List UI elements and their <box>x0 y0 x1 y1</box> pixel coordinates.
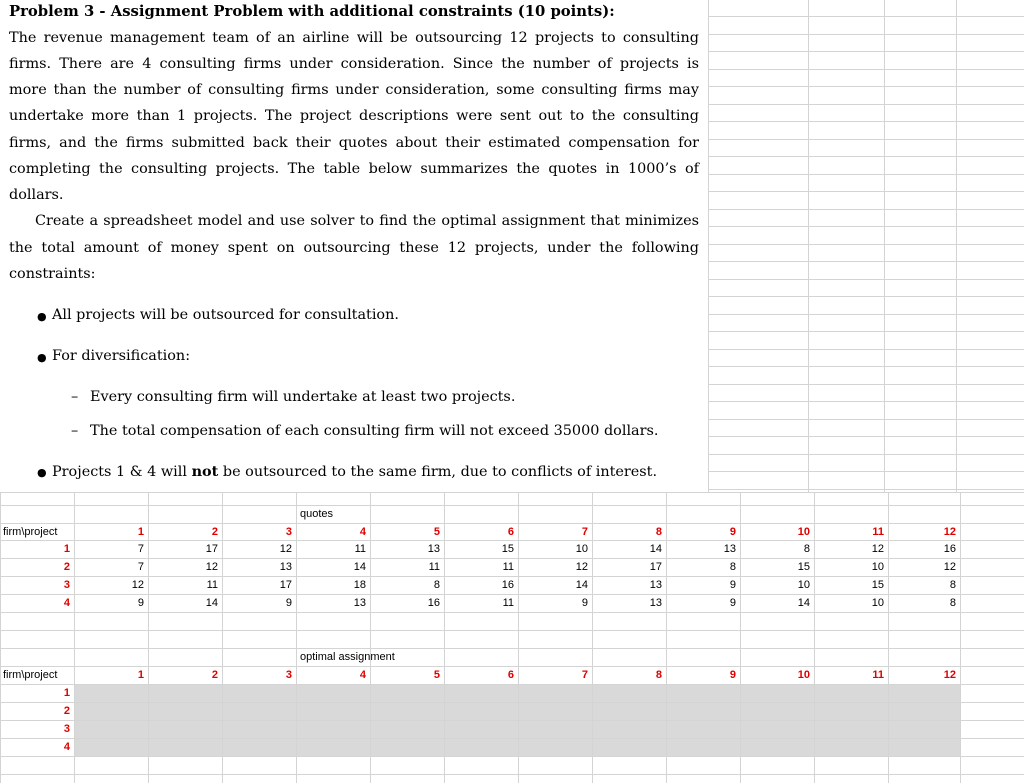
quotes-project-header[interactable]: 1 <box>137 525 144 538</box>
quote-cell[interactable]: 14 <box>353 561 366 573</box>
quote-cell[interactable]: 15 <box>501 543 514 555</box>
assignment-project-header[interactable]: 8 <box>655 669 662 681</box>
bullet-dot-icon: ● <box>37 310 47 323</box>
quote-cell[interactable]: 9 <box>137 597 144 609</box>
assignment-project-header[interactable]: 10 <box>797 669 810 681</box>
quote-cell[interactable]: 16 <box>427 597 440 609</box>
quote-cell[interactable]: 13 <box>279 561 292 573</box>
assignment-project-header[interactable]: 1 <box>137 669 144 681</box>
problem-title: Problem 3 - Assignment Problem with additional constraints (10 points): <box>9 3 615 20</box>
quote-cell[interactable]: 11 <box>502 597 514 609</box>
dash-icon: – <box>71 423 79 439</box>
assignment-project-header[interactable]: 2 <box>211 669 218 681</box>
quote-cell[interactable]: 13 <box>723 543 736 555</box>
quote-cell[interactable]: 17 <box>279 579 292 591</box>
quote-cell[interactable]: 9 <box>729 597 736 609</box>
quote-cell[interactable]: 12 <box>575 561 588 573</box>
quote-cell[interactable]: 10 <box>871 597 884 609</box>
quotes-project-header[interactable]: 12 <box>943 525 956 538</box>
quote-cell[interactable]: 12 <box>943 561 956 573</box>
quote-cell[interactable]: 9 <box>285 597 292 609</box>
quote-cell[interactable]: 15 <box>797 561 810 573</box>
quotes-corner-label[interactable]: firm\project <box>3 525 58 538</box>
quote-cell[interactable]: 14 <box>649 543 662 555</box>
quote-cell[interactable]: 10 <box>871 561 884 573</box>
quote-cell[interactable]: 8 <box>433 579 440 591</box>
quote-cell[interactable]: 14 <box>575 579 588 591</box>
assignment-project-header[interactable]: 11 <box>872 669 884 681</box>
quote-cell[interactable]: 14 <box>797 597 810 609</box>
quote-cell[interactable]: 17 <box>205 543 218 555</box>
quote-cell[interactable]: 12 <box>871 543 884 555</box>
quotes-project-header[interactable]: 4 <box>359 525 366 538</box>
bullet-2: For diversification: <box>52 348 191 364</box>
assignment-project-header[interactable]: 9 <box>729 669 736 681</box>
assignment-project-header[interactable]: 7 <box>581 669 588 681</box>
quote-cell[interactable]: 9 <box>581 597 588 609</box>
para1-line-6: completing the consulting projects. The table below summarizes the quotes in 1000’s of <box>9 161 699 177</box>
assignment-firm-header[interactable]: 2 <box>63 705 70 717</box>
bullet-dot-icon: ● <box>37 351 47 364</box>
quotes-project-header[interactable]: 10 <box>797 525 810 538</box>
spreadsheet[interactable] <box>0 492 1024 783</box>
quote-cell[interactable]: 7 <box>137 543 144 555</box>
quote-cell[interactable]: 11 <box>502 561 514 573</box>
assignment-project-header[interactable]: 3 <box>285 669 292 681</box>
para2-line-2: the total amount of money spent on outsourcing these 12 projects, under the following <box>9 240 699 256</box>
quotes-project-header[interactable]: 2 <box>211 525 218 538</box>
quotes-project-header[interactable]: 7 <box>581 525 588 538</box>
quote-cell[interactable]: 8 <box>803 543 810 555</box>
dash-icon: – <box>71 389 79 405</box>
quote-cell[interactable]: 10 <box>575 543 588 555</box>
quote-cell[interactable]: 14 <box>205 597 218 609</box>
quote-cell[interactable]: 16 <box>943 543 956 555</box>
quote-cell[interactable]: 9 <box>729 579 736 591</box>
quote-cell[interactable]: 15 <box>871 579 884 591</box>
quote-cell[interactable]: 7 <box>137 561 144 573</box>
quote-cell[interactable]: 13 <box>353 597 366 609</box>
assignment-project-header[interactable]: 6 <box>507 669 514 681</box>
assignment-firm-header[interactable]: 3 <box>63 723 70 735</box>
quote-cell[interactable]: 11 <box>428 561 440 573</box>
assignment-title[interactable]: optimal assignment <box>300 651 395 663</box>
quotes-firm-header[interactable]: 3 <box>63 579 70 591</box>
quotes-project-header[interactable]: 8 <box>655 525 662 538</box>
assignment-corner-label[interactable]: firm\project <box>3 669 58 681</box>
quotes-project-header[interactable]: 6 <box>507 525 514 538</box>
quote-cell[interactable]: 13 <box>427 543 440 555</box>
quote-cell[interactable]: 11 <box>206 579 218 591</box>
quote-cell[interactable]: 8 <box>949 597 956 609</box>
sub-bullet-2: The total compensation of each consulting firm will not exceed 35000 dollars. <box>90 423 659 439</box>
quotes-firm-header[interactable]: 2 <box>63 561 70 573</box>
quote-cell[interactable]: 12 <box>205 561 218 573</box>
quote-cell[interactable]: 8 <box>729 561 736 573</box>
para1-line-1: The revenue management team of an airline will be outsourcing 12 projects to consulting <box>9 30 699 46</box>
assignment-project-header[interactable]: 5 <box>433 669 440 681</box>
bullet-3-bold: not <box>191 463 219 480</box>
bullet-3-pre: Projects 1 & 4 will <box>52 464 192 480</box>
para1-line-4: undertake more than 1 projects. The project descriptions were sent out to the consulting <box>9 108 699 124</box>
quote-cell[interactable]: 18 <box>353 579 366 591</box>
assignment-project-header[interactable]: 12 <box>943 669 956 681</box>
quotes-firm-header[interactable]: 4 <box>63 597 70 609</box>
quotes-project-header[interactable]: 3 <box>285 525 292 538</box>
bullet-1: All projects will be outsourced for consultation. <box>52 307 399 323</box>
quotes-title[interactable]: quotes <box>300 508 334 520</box>
quotes-project-header[interactable]: 11 <box>872 525 884 538</box>
assignment-firm-header[interactable]: 1 <box>63 687 70 699</box>
right-sheet-gridlines <box>708 0 1024 492</box>
quote-cell[interactable]: 11 <box>354 543 366 555</box>
para1-line-3: more than the number of consulting firms under consideration, some consulting firms may <box>9 82 699 98</box>
bullet-3 <box>52 463 657 480</box>
para2-line-3: constraints: <box>9 266 96 282</box>
para1-line-7: dollars. <box>9 187 64 203</box>
quote-cell[interactable]: 8 <box>949 579 956 591</box>
para1-line-2: firms. There are 4 consulting firms under consideration. Since the number of projects is <box>9 56 699 72</box>
para2-line-1: Create a spreadsheet model and use solver to find the optimal assignment that minimizes <box>35 213 699 229</box>
para1-line-5: firms, and the firms submitted back their quotes about their estimated compensation for <box>9 135 699 151</box>
assignment-firm-header[interactable]: 4 <box>63 741 70 753</box>
quotes-project-header[interactable]: 5 <box>433 525 440 538</box>
quote-cell[interactable]: 12 <box>131 579 144 591</box>
quote-cell[interactable]: 12 <box>279 543 292 555</box>
quotes-firm-header[interactable]: 1 <box>63 543 70 555</box>
assignment-project-header[interactable]: 4 <box>359 669 366 681</box>
bullet-dot-icon: ● <box>37 466 47 479</box>
quotes-project-header[interactable]: 9 <box>729 525 736 538</box>
bullet-3-post: be outsourced to the same firm, due to conflicts of interest. <box>218 464 658 480</box>
quote-cell[interactable]: 13 <box>649 579 662 591</box>
quote-cell[interactable]: 16 <box>501 579 514 591</box>
sub-bullet-1: Every consulting firm will undertake at least two projects. <box>90 389 516 405</box>
quote-cell[interactable]: 17 <box>649 561 662 573</box>
quote-cell[interactable]: 13 <box>649 597 662 609</box>
quote-cell[interactable]: 10 <box>797 579 810 591</box>
